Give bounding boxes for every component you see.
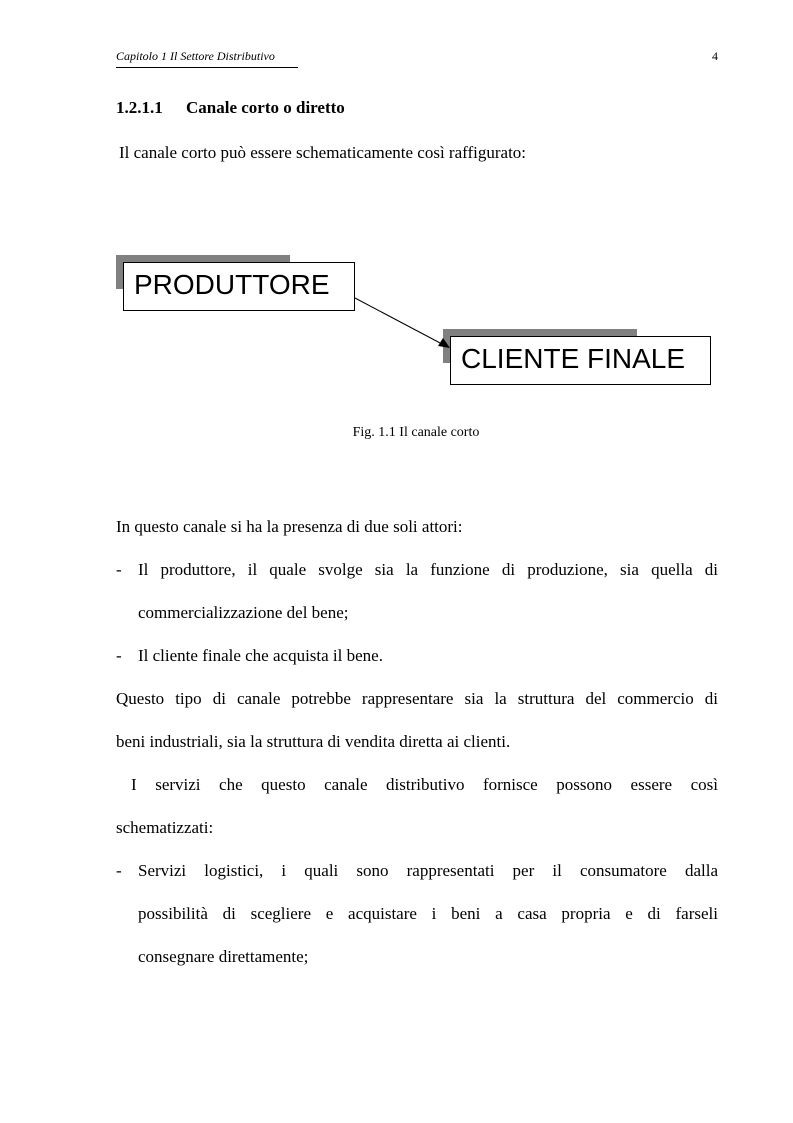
header-underline [116,67,298,68]
connector-line [355,298,442,344]
paragraph-line: I servizi che questo canale distributivo fornisce possono essere così [131,775,718,794]
paragraph-services [116,763,718,849]
section-heading [116,98,345,118]
figure-caption: Fig. 1.1 Il canale corto [352,425,480,440]
list-item-cliente [116,634,718,677]
section-number: 1.2.1.1 [116,98,163,117]
cliente-finale-box: CLIENTE FINALE [450,336,711,385]
list-item-text [138,849,718,978]
list-item-servizi-logistici [116,849,718,978]
list-item-text [138,548,718,634]
list-item-line: commercializzazione del bene; [138,603,349,622]
list-dash: - [116,646,122,665]
produttore-box: PRODUTTORE [123,262,355,311]
section-title: Canale corto o diretto [186,98,345,117]
list-item-line: Il cliente finale che acquista il bene. [138,646,383,665]
list-item-line: possibilità di scegliere e acquistare i beni a casa propria e di farseli [138,904,718,923]
paragraph-line: beni industriali, sia la struttura di vendita diretta ai clienti. [116,732,511,751]
list-item-line: Il produttore, il quale svolge sia la funzione di produzione, sia quella di [138,560,718,579]
paragraph-actors: In questo canale si ha la presenza di due soli attori: [116,517,463,536]
list-item-text [138,634,718,677]
list-item-line: Servizi logistici, i quali sono rappresentati per il consumatore dalla [138,861,718,880]
paragraph-line: Questo tipo di canale potrebbe rappresentare sia la struttura del commercio di [116,689,718,708]
paragraph-structure [116,677,718,763]
page-number: 4 [712,49,718,63]
list-item-produttore [116,548,718,634]
list-item-line: consegnare direttamente; [138,947,309,966]
intro-sentence: Il canale corto può essere schematicamente così raffigurato: [119,143,527,162]
running-header-chapter: Capitolo 1 Il Settore Distributivo [116,49,275,63]
paragraph-line: schematizzati: [116,818,214,837]
list-dash: - [116,861,122,880]
list-dash: - [116,560,122,579]
